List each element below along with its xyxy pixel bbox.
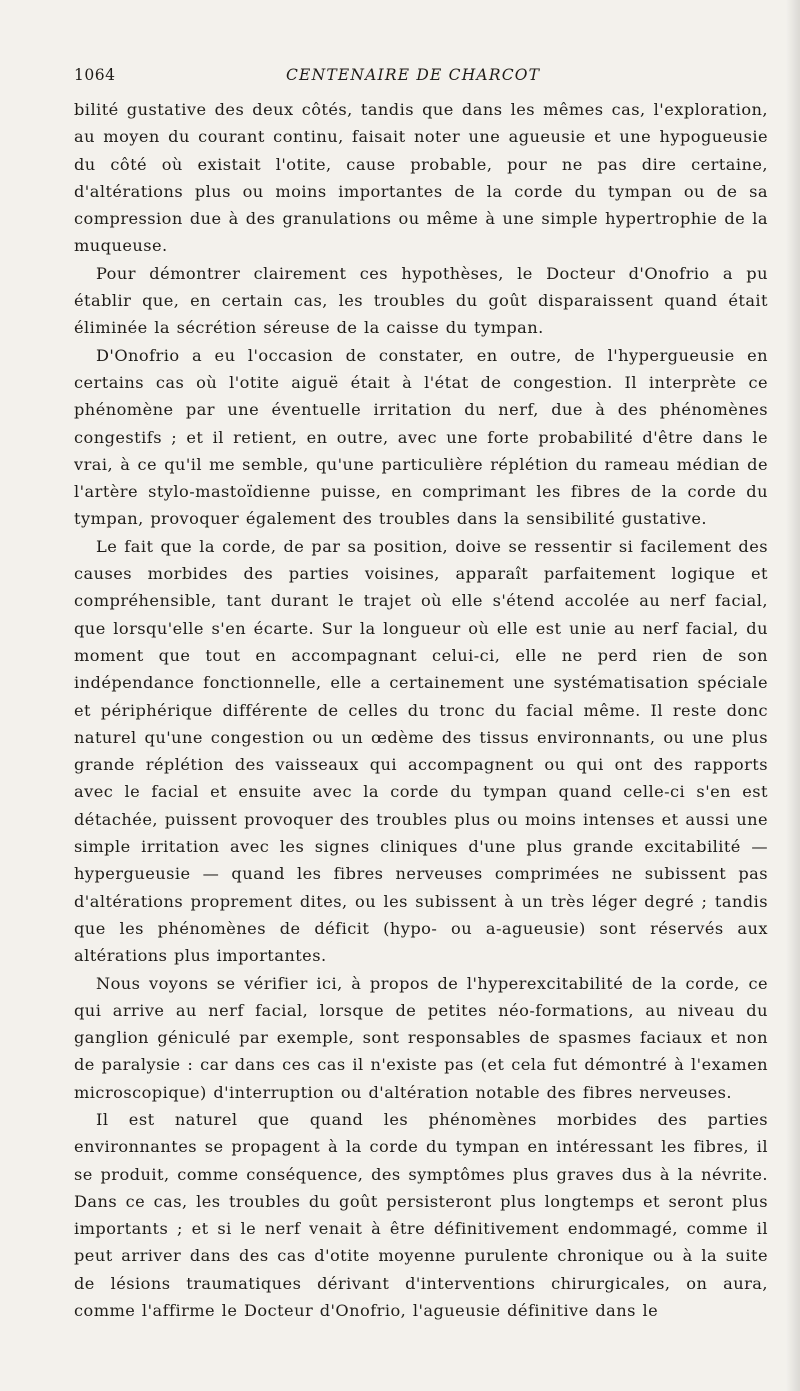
body-text	[74, 96, 768, 1324]
paragraph: bilité gustative des deux côtés, tandis que dans les mêmes cas, l'exploration, au moyen du courant continu, faisait noter une agueusie et une hypogueusie du côté où existait l'otite, cause probable, pour ne pas dire certaine, d'altérations plus ou moins importantes de la corde du tympan ou de sa compression due à des granulations ou même à une simple hypertrophie de la muqueuse.	[74, 100, 768, 256]
paragraph: D'Onofrio a eu l'occasion de constater, en outre, de l'hypergueusie en certains cas où l'otite aiguë était à l'état de congestion. Il interprète ce phénomène par une éventuelle irritation du nerf, due à des phénomènes congestifs ; et il retient, en outre, avec une forte probabilité d'être dans le vrai, à ce qu'il me semble, qu'une particulière réplétion du rameau médian de l'artère stylo-mastoïdienne puisse, en comprimant les fibres de la corde du tympan, provoquer également des troubles dans la sensibilité gustative.	[74, 345, 768, 529]
paragraph: Pour démontrer clairement ces hypothèses, le Docteur d'Onofrio a pu établir que, en certain cas, les troubles du goût disparaissent quand était éliminée la sécrétion séreuse de la caisse du tympan.	[74, 263, 768, 338]
running-title: CENTENAIRE DE CHARCOT	[286, 66, 541, 84]
running-head	[74, 66, 780, 90]
paragraph: Le fait que la corde, de par sa position, doive se ressentir si facilement des causes morbides des parties voisines, apparaît parfaitement logique et compréhensible, tant durant le trajet où elle s'étend accolée au nerf facial, que lorsqu'elle s'en écarte. Sur la longueur où elle est unie au nerf facial, du moment que tout en accompagnant celui-ci, elle ne perd rien de son indépendance fonctionnelle, elle a certainement une systématisation spéciale et périphérique différente de celles du tronc du facial même. Il reste donc naturel qu'une congestion ou un œdème des tissus environnants, ou une plus grande réplétion des vaisseaux qui accompagnent ou qui ont des rapports avec le facial et ensuite avec la corde du tympan quand celle-ci s'en est détachée, puissent provoquer des troubles plus ou moins intenses et aussi une simple irritation avec les signes cliniques d'une plus grande excitabilité — hypergueusie — quand les fibres nerveuses comprimées ne subissent pas d'altérations proprement dites, ou les subissent à un très léger degré ; tandis que les phénomènes de déficit (hypo- ou a-agueusie) sont réservés aux altérations plus importantes.	[74, 536, 768, 966]
paragraph: Il est naturel que quand les phénomènes morbides des parties environnantes se propagent à la corde du tympan en intéressant les fibres, il se produit, comme conséquence, des symptômes plus graves dus à la névrite. Dans ce cas, les troubles du goût persisteront plus longtemps et seront plus importants ; et si le nerf venait à être définitivement endommagé, comme il peut arriver dans des cas d'otite moyenne purulente chronique ou à la suite de lésions traumatiques dérivant d'interventions chirurgicales, on aura, comme l'affirme le Docteur d'Onofrio, l'agueusie définitive dans le	[74, 1109, 768, 1321]
paragraph: Nous voyons se vérifier ici, à propos de l'hyperexcitabilité de la corde, ce qui arrive au nerf facial, lorsque de petites néo-formations, au niveau du ganglion géniculé par exemple, sont responsables de spasmes faciaux et non de paralysie : car dans ces cas il n'existe pas (et cela fut démontré à l'examen microscopique) d'interruption ou d'altération notable des fibres nerveuses.	[74, 973, 768, 1102]
page-number: 1064	[74, 66, 116, 84]
